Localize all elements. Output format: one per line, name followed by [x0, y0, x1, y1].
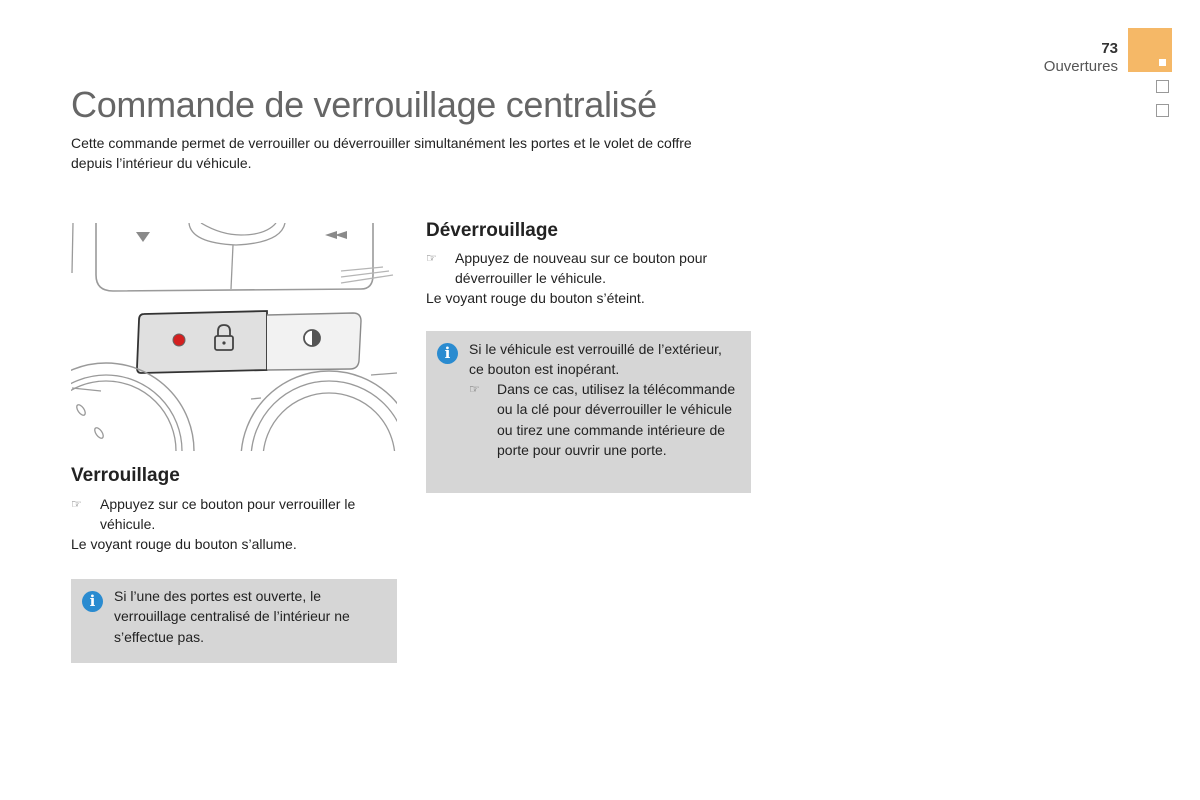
- chapter-tab-box: [1156, 104, 1169, 117]
- page-number: 73: [1101, 40, 1118, 57]
- chapter-tab-mark: [1159, 59, 1166, 66]
- deverrouillage-bullet: ☞ Appuyez de nouveau sur ce bouton pour déverrouiller le véhicule.: [426, 250, 708, 286]
- info-sub-bullet: ☞ Dans ce cas, utilisez la télécommande ou la clé pour déverrouiller le véhicule ou tirez une commande intérieure de porte pour ouvrir une porte.: [469, 381, 736, 458]
- section-name: Ouvertures: [1043, 58, 1118, 75]
- verrouillage-heading: Verrouillage: [71, 465, 180, 486]
- info-text: Si l’une des portes est ouverte, le verrouillage centralisé de l’intérieur ne s’effectue pas.: [114, 588, 350, 645]
- info-text: Si le véhicule est verrouillé de l’extérieur, ce bouton est inopérant.: [469, 341, 722, 378]
- bullet-arrow-icon: ☞: [469, 382, 480, 396]
- dashboard-illustration: [71, 223, 397, 451]
- down-arrow-icon: [136, 232, 150, 242]
- interior-light-icon: [304, 330, 320, 346]
- info-icon: i: [82, 591, 103, 612]
- bullet-arrow-icon: ☞: [426, 251, 437, 265]
- info-box-deverrouillage: [426, 331, 751, 493]
- rewind-icon: [325, 231, 347, 239]
- deverrouillage-heading: Déverrouillage: [426, 220, 558, 241]
- page-title: Commande de verrouillage centralisé: [71, 84, 657, 125]
- intro-paragraph: Cette commande permet de verrouiller ou déverrouiller simultanément les portes et le volet de coffre depuis l’intérieur du véhicule.: [71, 135, 692, 171]
- deverrouillage-note: Le voyant rouge du bouton s’éteint.: [426, 290, 645, 306]
- verrouillage-bullet: ☞ Appuyez sur ce bouton pour verrouiller le véhicule.: [71, 496, 356, 532]
- chapter-tab-box: [1156, 80, 1169, 93]
- red-indicator: [173, 334, 185, 346]
- info-box-verrouillage: [71, 579, 397, 663]
- bullet-arrow-icon: ☞: [71, 497, 82, 511]
- info-icon: i: [437, 343, 458, 364]
- verrouillage-note: Le voyant rouge du bouton s’allume.: [71, 536, 297, 552]
